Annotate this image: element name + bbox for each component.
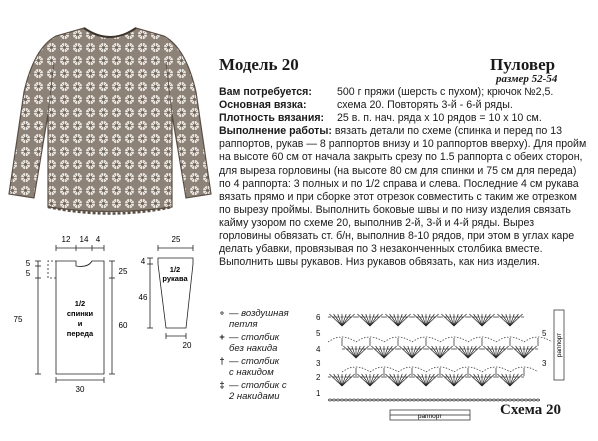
stitch-mark (460, 346, 468, 358)
single-crochet-icon: + (219, 332, 225, 343)
chain-mark (341, 399, 344, 401)
stitch-mark (482, 374, 490, 386)
chain-mark (433, 399, 436, 401)
body-dim-75: 75 (13, 315, 23, 324)
chain-mark (369, 399, 372, 401)
chain-mark (365, 399, 368, 401)
chain-mark (501, 399, 504, 401)
stitch-mark (496, 346, 504, 358)
work-text: вязать детали по схеме (спинка и перед по 13 раппортов, рукав — 8 раппортов внизу и 10 раппортов вверху). Для пройм на высоте 60 см от начала закрыть срезу по 1.5 раппорта с обеих сторон, для выреза горловины (на высоте 80 см для спинки и 75 см для переда) по 4 раппорта: 3 полных и по 1/2 справа и слева. Последние 4 см рукава вязать прямо и при сборке этот отрезок совместить с таким же отрезком по вырезу проймы. Выполнить боковые швы и по низу изделия связать кайму узором по схеме 20, выполнив 2-й, 3-й и 4-й ряды. Вырез горловины обвязать ст. б/н, выполнив 8-10 рядов, при этом в углах каре делать убавки, провязывая по 3 незаконченных столбика вместе. Выполнить швы рукавов. Низ рукавов обвязать, как низ изделия. (219, 125, 587, 269)
stitch-mark (440, 346, 448, 358)
stitch-mark (356, 346, 364, 358)
treble-crochet-icon: ‡ (219, 380, 225, 391)
stitch-mark (474, 314, 482, 326)
chain-mark (333, 399, 336, 401)
chain-mark (525, 399, 528, 401)
gauge-value: 25 в. п. нач. ряда х 10 рядов = 10 х 10 см. (337, 112, 542, 125)
body-label-line3: переда (66, 329, 94, 338)
legend-chain-stitch (215, 308, 289, 330)
chain-mark (533, 399, 536, 401)
chain-mark (473, 399, 476, 401)
size-label: размер 52-54 (496, 73, 558, 85)
garment-title: Пуловер (490, 55, 556, 74)
pattern-row (219, 99, 589, 112)
sleeve-label-line1: рукава (162, 274, 188, 283)
chain-mark (469, 399, 472, 401)
chain-mark (413, 399, 416, 401)
body-schematic (4, 228, 134, 398)
body-dim-60: 60 (118, 321, 128, 330)
stitch-mark (362, 314, 370, 326)
chain-mark (381, 399, 384, 401)
row-label-4: 4 (316, 345, 321, 354)
stitch-mark (390, 314, 398, 326)
legend-double-crochet (215, 356, 279, 378)
chain-mark (461, 399, 464, 401)
stitch-mark (412, 346, 420, 358)
row-label-right-5: 5 (542, 329, 547, 338)
chain-mark (465, 399, 468, 401)
stitch-mark (482, 314, 490, 326)
legend-line: петля (229, 319, 258, 330)
chain-mark (405, 399, 408, 401)
stitch-mark (370, 314, 378, 326)
stitch-mark (432, 346, 440, 358)
sleeve-dim-4: 4 (140, 257, 146, 266)
sleeve-dim-46: 46 (138, 293, 148, 302)
chain-mark (497, 399, 500, 401)
double-crochet-icon: † (219, 356, 225, 367)
stitch-mark (334, 374, 342, 386)
body-dim-5a: 5 (25, 259, 31, 268)
scheme-title: Схема 20 (500, 402, 561, 418)
stitch-mark (446, 374, 454, 386)
stitch-mark (502, 314, 510, 326)
stitch-mark (454, 374, 462, 386)
legend-line: 2 накидами (229, 391, 280, 402)
row-label-2: 2 (316, 373, 321, 382)
model-title: Модель 20 (219, 55, 299, 74)
stitch-mark (362, 374, 370, 386)
stitch-mark (510, 374, 518, 386)
legend-single-crochet (215, 332, 279, 354)
pattern-label: Основная вязка: (219, 99, 307, 112)
chain-mark (457, 399, 460, 401)
sleeve-dim-20: 20 (182, 341, 192, 350)
work-label: Выполнение работы: (219, 125, 332, 138)
stitch-mark (418, 314, 426, 326)
chain-stitch-icon: ∘ (219, 308, 225, 319)
chain-mark (397, 399, 400, 401)
legend-line: — столбик (229, 356, 280, 367)
sleeve-label-frac: 1/2 (169, 265, 181, 274)
work-paragraph (219, 125, 589, 269)
body-dim-14: 14 (79, 235, 89, 244)
body-label-line1: спинки (66, 309, 94, 318)
chain-mark (377, 399, 380, 401)
chain-mark (449, 399, 452, 401)
body-dim-4: 4 (95, 235, 101, 244)
sleeve-schematic (136, 228, 206, 358)
sleeve-dim-25: 25 (171, 235, 181, 244)
rapport-bottom-label: раппорт (417, 413, 443, 420)
chain-mark (361, 399, 364, 401)
stitch-mark (348, 346, 356, 358)
chain-mark (441, 399, 444, 401)
chain-mark (509, 399, 512, 401)
row-label-5: 5 (316, 329, 321, 338)
stitch-mark (418, 374, 426, 386)
stitch-mark (404, 346, 412, 358)
stitch-mark (510, 314, 518, 326)
legend-line: — воздушная (229, 308, 289, 319)
chain-mark (445, 399, 448, 401)
stitch-mark (468, 346, 476, 358)
chain-mark (493, 399, 496, 401)
chain-mark (421, 399, 424, 401)
row-label-3: 3 (316, 359, 321, 368)
chain-mark (425, 399, 428, 401)
stitch-mark (334, 314, 342, 326)
body-dim-30: 30 (75, 385, 85, 394)
stitch-mark (376, 346, 384, 358)
body-label-line2: и (77, 319, 83, 328)
chain-mark (393, 399, 396, 401)
yarn-value: 500 г пряжи (шерсть с пухом); крючок №2,5. (337, 86, 554, 98)
stitch-mark (342, 314, 350, 326)
chain-mark (401, 399, 404, 401)
chain-mark (485, 399, 488, 401)
gauge-label: Плотность вязания: (219, 112, 325, 125)
body-dim-12: 12 (61, 235, 71, 244)
row-label-right-3: 3 (542, 359, 547, 368)
legend-line: с накидом (229, 367, 274, 378)
rapport-side-label: раппорт (556, 332, 563, 358)
stitch-mark (502, 374, 510, 386)
chain-mark (409, 399, 412, 401)
chain-mark (329, 399, 332, 401)
legend-line: — столбик (229, 332, 280, 343)
stitch-mark (384, 346, 392, 358)
stitch-mark (524, 346, 532, 358)
body-dim-25: 25 (118, 267, 128, 276)
pattern-instructions (219, 86, 589, 269)
chain-mark (521, 399, 524, 401)
stitch-mark (474, 374, 482, 386)
chain-mark (437, 399, 440, 401)
stitch-mark (342, 374, 350, 386)
legend-treble-crochet (215, 380, 287, 402)
row-label-1: 1 (316, 389, 321, 398)
sweater-illustration (6, 2, 214, 224)
row-label-6: 6 (316, 313, 321, 322)
stitch-mark (398, 374, 406, 386)
chain-mark (537, 399, 540, 401)
legend-line: — столбик с (229, 380, 287, 391)
chain-mark (349, 399, 352, 401)
chain-mark (373, 399, 376, 401)
chain-mark (385, 399, 388, 401)
yarn-row (219, 86, 589, 99)
chain-mark (489, 399, 492, 401)
stitch-mark (390, 374, 398, 386)
chain-mark (345, 399, 348, 401)
stitch-mark (454, 314, 462, 326)
pattern-value: схема 20. Повторять 3-й - 6-й ряды. (337, 99, 513, 112)
yarn-label: Вам потребуется: (219, 86, 312, 98)
stitch-mark (516, 346, 524, 358)
stitch-mark (446, 314, 454, 326)
chain-mark (505, 399, 508, 401)
chain-mark (429, 399, 432, 401)
stitch-mark (398, 314, 406, 326)
stitch-mark (426, 374, 434, 386)
legend-line: без накида (229, 343, 278, 354)
stitch-mark (370, 374, 378, 386)
chain-mark (453, 399, 456, 401)
chain-mark (529, 399, 532, 401)
stitch-mark (426, 314, 434, 326)
chain-mark (337, 399, 340, 401)
gauge-row (219, 112, 589, 125)
chain-mark (353, 399, 356, 401)
stitch-mark (488, 346, 496, 358)
chain-mark (357, 399, 360, 401)
body-label-frac: 1/2 (74, 299, 86, 308)
chain-mark (477, 399, 480, 401)
chain-mark (389, 399, 392, 401)
body-dim-5b: 5 (25, 269, 31, 278)
chain-mark (417, 399, 420, 401)
chain-mark (517, 399, 520, 401)
chain-mark (481, 399, 484, 401)
chain-mark (513, 399, 516, 401)
